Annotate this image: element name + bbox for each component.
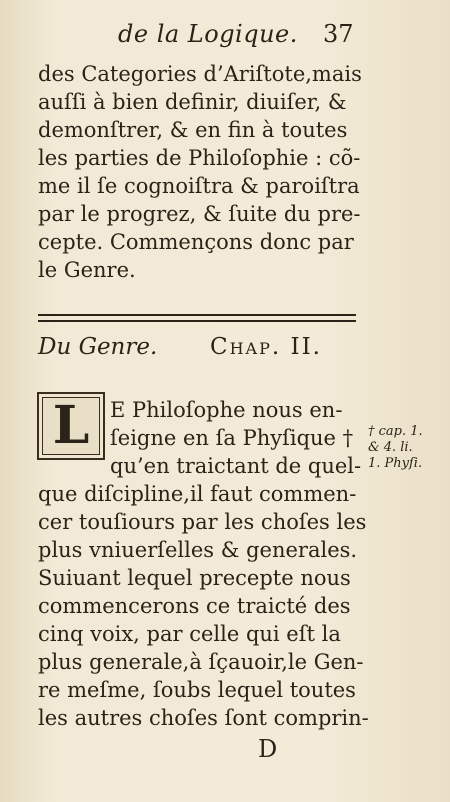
running-head: de la Logique.	[118, 20, 298, 48]
text-line: que diſcipline,il faut commen-	[38, 482, 357, 506]
text-line: qu’en traictant de quel-	[110, 454, 362, 478]
text-line: cinq voix, par celle qui eſt la	[38, 622, 341, 646]
text-line: plus generale,à ſçauoir,le Gen-	[38, 650, 364, 674]
margin-note-line: 1. Phyſi.	[368, 456, 423, 471]
text-line: me il ſe cognoiſtra & paroiſtra	[38, 174, 360, 198]
text-line: commencerons ce traicté des	[38, 594, 351, 618]
text-line: E Philoſophe nous en-	[110, 398, 343, 422]
text-line: ſeigne en ſa Phyſique †	[110, 426, 354, 450]
chapter-label: Chap. II.	[210, 334, 322, 360]
text-line: des Categories d’Ariſtote,mais	[38, 62, 362, 86]
text-line: auſſi à bien definir, diuiſer, &	[38, 90, 347, 114]
text-line: par le progrez, & ſuite du pre-	[38, 202, 361, 226]
text-line: le Genre.	[38, 258, 136, 282]
drop-cap: L	[37, 392, 105, 460]
section-rule	[38, 314, 356, 322]
text-line: les parties de Philoſophie : cõ-	[38, 146, 361, 170]
text-line: cepte. Commençons donc par	[38, 230, 354, 254]
page-number: 37	[323, 20, 354, 48]
text-line: re meſme, ſoubs lequel toutes	[38, 678, 356, 702]
section-title: Du Genre.	[38, 334, 158, 360]
margin-note-line: & 4. li.	[368, 440, 413, 455]
text-line: plus vniuerſelles & generales.	[38, 538, 358, 562]
margin-note-line: † cap. 1.	[368, 424, 423, 439]
text-line: Suiuant lequel precepte nous	[38, 566, 351, 590]
text-line: les autres choſes ſont comprin-	[38, 706, 369, 730]
catchword: D	[258, 735, 278, 763]
margin-note	[368, 424, 423, 472]
text-line: cer touſiours par les choſes les	[38, 510, 367, 534]
text-line: demonſtrer, & en fin à toutes	[38, 118, 348, 142]
